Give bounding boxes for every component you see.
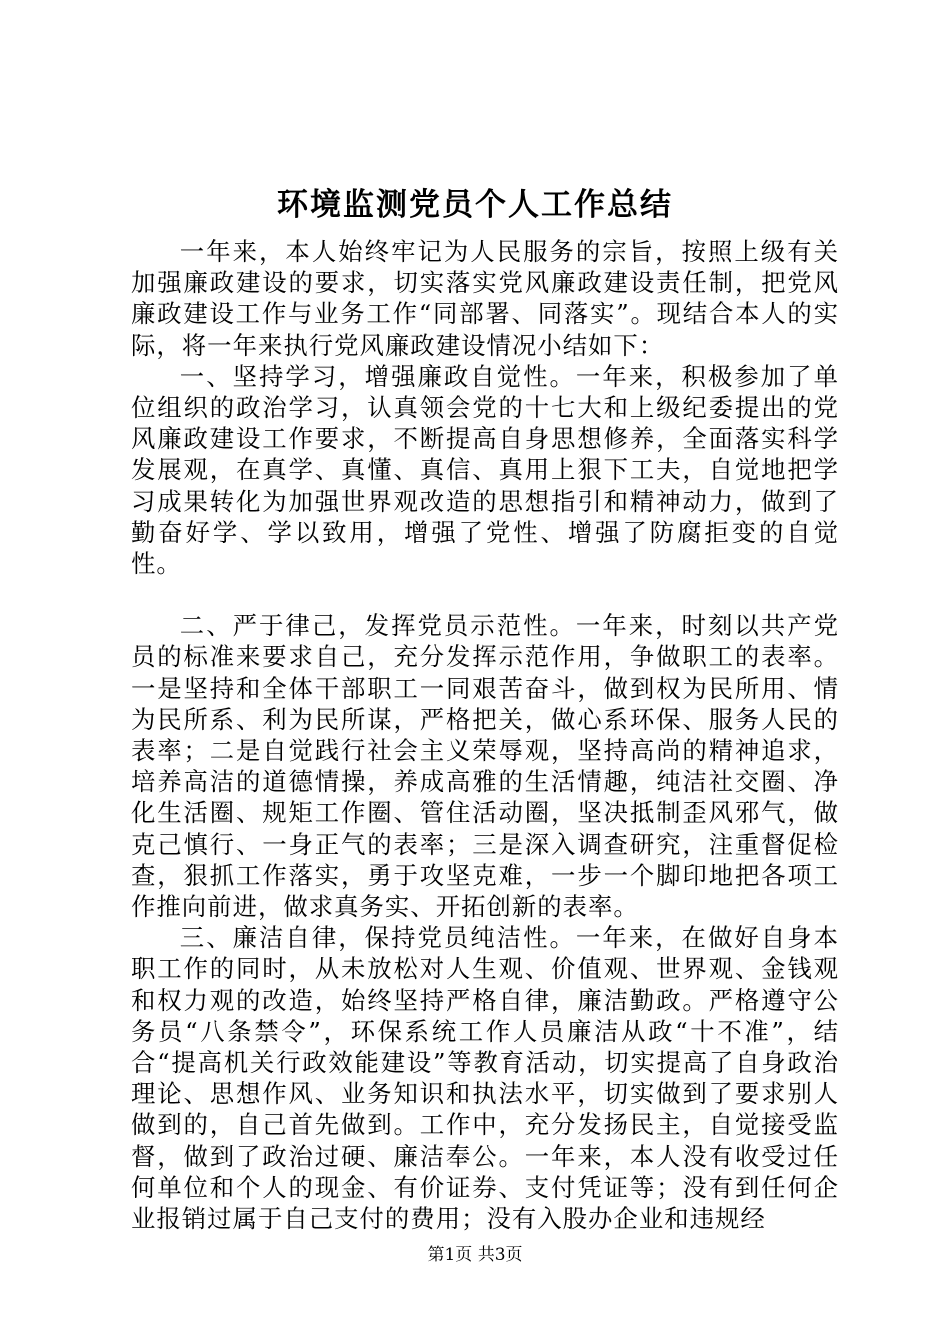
- paragraph-intro: 一年来，本人始终牢记为人民服务的宗旨，按照上级有关加强廉政建设的要求，切实落实党风廉政建设责任制，把党风廉政建设工作与业务工作“同部署、同落实”。现结合本人的实际，将一年来执行党风廉政建设情况小结如下：: [131, 237, 839, 360]
- document-title: 环境监测党员个人工作总结: [277, 187, 673, 223]
- paragraph-section-3: 三、廉洁自律，保持党员纯洁性。一年来，在做好自身本职工作的同时，从未放松对人生观、价值观、世界观、金钱观和权力观的改造，始终坚持严格自律，廉洁勤政。严格遵守公务员“八条禁令”，环保系统工作人员廉洁从政“十不准”，结合“提高机关行政效能建设”等教育活动，切实提高了自身政治理论、思想作风、业务知识和执法水平，切实做到了要求别人做到的，自己首先做到。工作中，充分发扬民主，自觉接受监督，做到了政治过硬、廉洁奉公。一年来，本人没有收受过任何单位和个人的现金、有价证券、支付凭证等；没有到任何企业报销过属于自己支付的费用；没有入股办企业和违规经: [131, 923, 839, 1234]
- page-footer: 第1页 共3页: [427, 1245, 523, 1265]
- document-body: [131, 236, 839, 1234]
- paragraph-section-2: 二、严于律己，发挥党员示范性。一年来，时刻以共产党员的标准来要求自己，充分发挥示范作用，争做职工的表率。一是坚持和全体干部职工一同艰苦奋斗，做到权为民所用、情为民所系、利为民所谋，严格把关，做心系环保、服务人民的表率；二是自觉践行社会主义荣辱观，坚持高尚的精神追求，培养高洁的道德情操，养成高雅的生活情趣，纯洁社交圈、净化生活圈、规矩工作圈、管住活动圈，坚决抵制歪风邪气，做克己慎行、一身正气的表率；三是深入调查研究，注重督促检查，狠抓工作落实，勇于攻坚克难，一步一个脚印地把各项工作推向前进，做求真务实、开拓创新的表率。: [131, 611, 839, 922]
- paragraph-section-1: 一、坚持学习，增强廉政自觉性。一年来，积极参加了单位组织的政治学习，认真领会党的十七大和上级纪委提出的党风廉政建设工作要求，不断提高自身思想修养，全面落实科学发展观，在真学、真懂、真信、真用上狠下工夫，自觉地把学习成果转化为加强世界观改造的思想指引和精神动力，做到了勤奋好学、学以致用，增强了党性、增强了防腐拒变的自觉性。: [131, 361, 839, 579]
